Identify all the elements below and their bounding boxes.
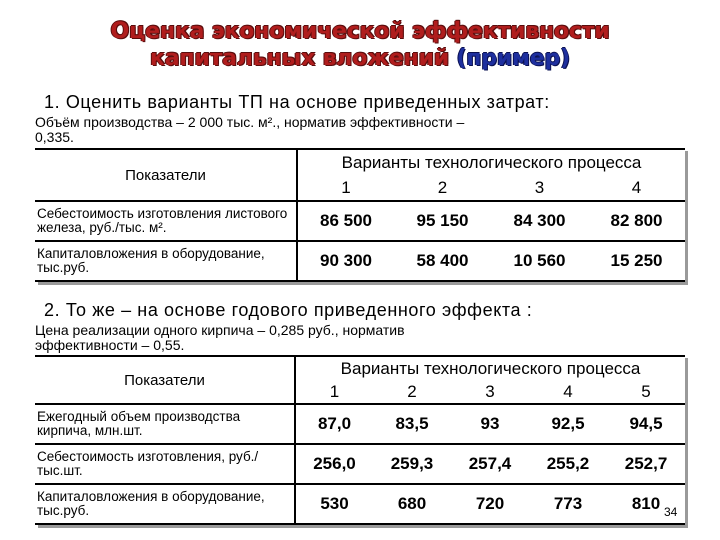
table-2-variant-2: 2 bbox=[407, 381, 417, 401]
table-cell: 773 bbox=[553, 494, 583, 513]
table-2 bbox=[35, 355, 685, 525]
table-cell: 257,4 bbox=[468, 454, 512, 473]
table-cell: 10 560 bbox=[513, 251, 566, 270]
table-cell: 94,5 bbox=[629, 414, 663, 433]
table-cell: 90 300 bbox=[320, 251, 372, 270]
section-1-text-line-1: Объём производства – 2 000 тыс. м²., норматив эффективности – bbox=[35, 114, 465, 130]
table-2-header-label: Показатели bbox=[35, 356, 295, 404]
row-label: Капиталовложения в оборудование, тыс.руб. bbox=[35, 241, 297, 281]
section-2-text-line-2: эффективности – 0,55. bbox=[35, 337, 185, 353]
table-cell: 720 bbox=[475, 494, 505, 513]
table-2-variant-5: 5 bbox=[641, 381, 651, 401]
table-cell: 680 bbox=[397, 494, 427, 513]
table-1-variant-3: 3 bbox=[534, 177, 545, 197]
table-1-header-variants: Варианты технологического процесса bbox=[341, 152, 642, 172]
row-label: Себестоимость изготовления, руб./тыс.шт. bbox=[35, 444, 295, 484]
table-cell: 84 300 bbox=[513, 211, 566, 230]
table-1-variant-1: 1 bbox=[341, 177, 351, 197]
table-cell: 58 400 bbox=[416, 251, 469, 270]
table-cell: 810 bbox=[631, 494, 661, 513]
table-cell: 87,0 bbox=[317, 414, 352, 433]
row-label: Себестоимость изготовления листового железа, руб./тыс. м². bbox=[35, 201, 297, 241]
title-example-note: (пример) bbox=[456, 46, 570, 71]
table-row bbox=[35, 241, 685, 281]
section-1-text-line-2: 0,335. bbox=[35, 129, 74, 145]
title-line-1: Оценка экономической эффективности bbox=[110, 19, 610, 44]
row-label: Капиталовложения в оборудование, тыс.руб. bbox=[35, 484, 295, 524]
table-cell: 255,2 bbox=[546, 454, 590, 473]
table-row bbox=[35, 484, 685, 524]
table-row bbox=[35, 201, 685, 241]
table-cell: 86 500 bbox=[320, 211, 372, 230]
table-1-variant-4: 4 bbox=[631, 177, 642, 197]
page-number: 34 bbox=[664, 505, 678, 519]
section-2-heading: 2. То же – на основе годового приведенного эффекта : bbox=[44, 300, 533, 320]
table-1 bbox=[35, 148, 685, 282]
section-2-text-line-1: Цена реализации одного кирпича – 0,285 руб., норматив bbox=[35, 322, 405, 338]
row-label: Ежегодный объем производства кирпича, млн.шт. bbox=[35, 404, 295, 444]
table-1-variant-2: 2 bbox=[437, 177, 448, 197]
table-row bbox=[35, 404, 685, 444]
table-cell: 83,5 bbox=[395, 414, 429, 433]
table-cell: 92,5 bbox=[551, 414, 585, 433]
table-cell: 256,0 bbox=[313, 454, 356, 473]
table-2-header-variants: Варианты технологического процесса bbox=[340, 358, 641, 378]
table-cell: 252,7 bbox=[624, 454, 668, 473]
table-1-header-label: Показатели bbox=[35, 149, 297, 201]
table-cell: 530 bbox=[320, 494, 349, 513]
table-cell: 95 150 bbox=[416, 211, 469, 230]
table-2-variant-1: 1 bbox=[329, 381, 340, 401]
table-cell: 93 bbox=[480, 414, 500, 433]
slide-title bbox=[0, 18, 720, 72]
table-2-variant-3: 3 bbox=[485, 381, 495, 401]
table-row bbox=[35, 444, 685, 484]
title-line-2: капитальных вложений bbox=[150, 46, 449, 71]
table-cell: 259,3 bbox=[390, 454, 434, 473]
table-2-variant-4: 4 bbox=[563, 381, 573, 401]
table-cell: 15 250 bbox=[610, 251, 663, 270]
section-1-heading: 1. Оценить варианты ТП на основе приведенных затрат: bbox=[44, 92, 550, 112]
table-cell: 82 800 bbox=[610, 211, 663, 230]
